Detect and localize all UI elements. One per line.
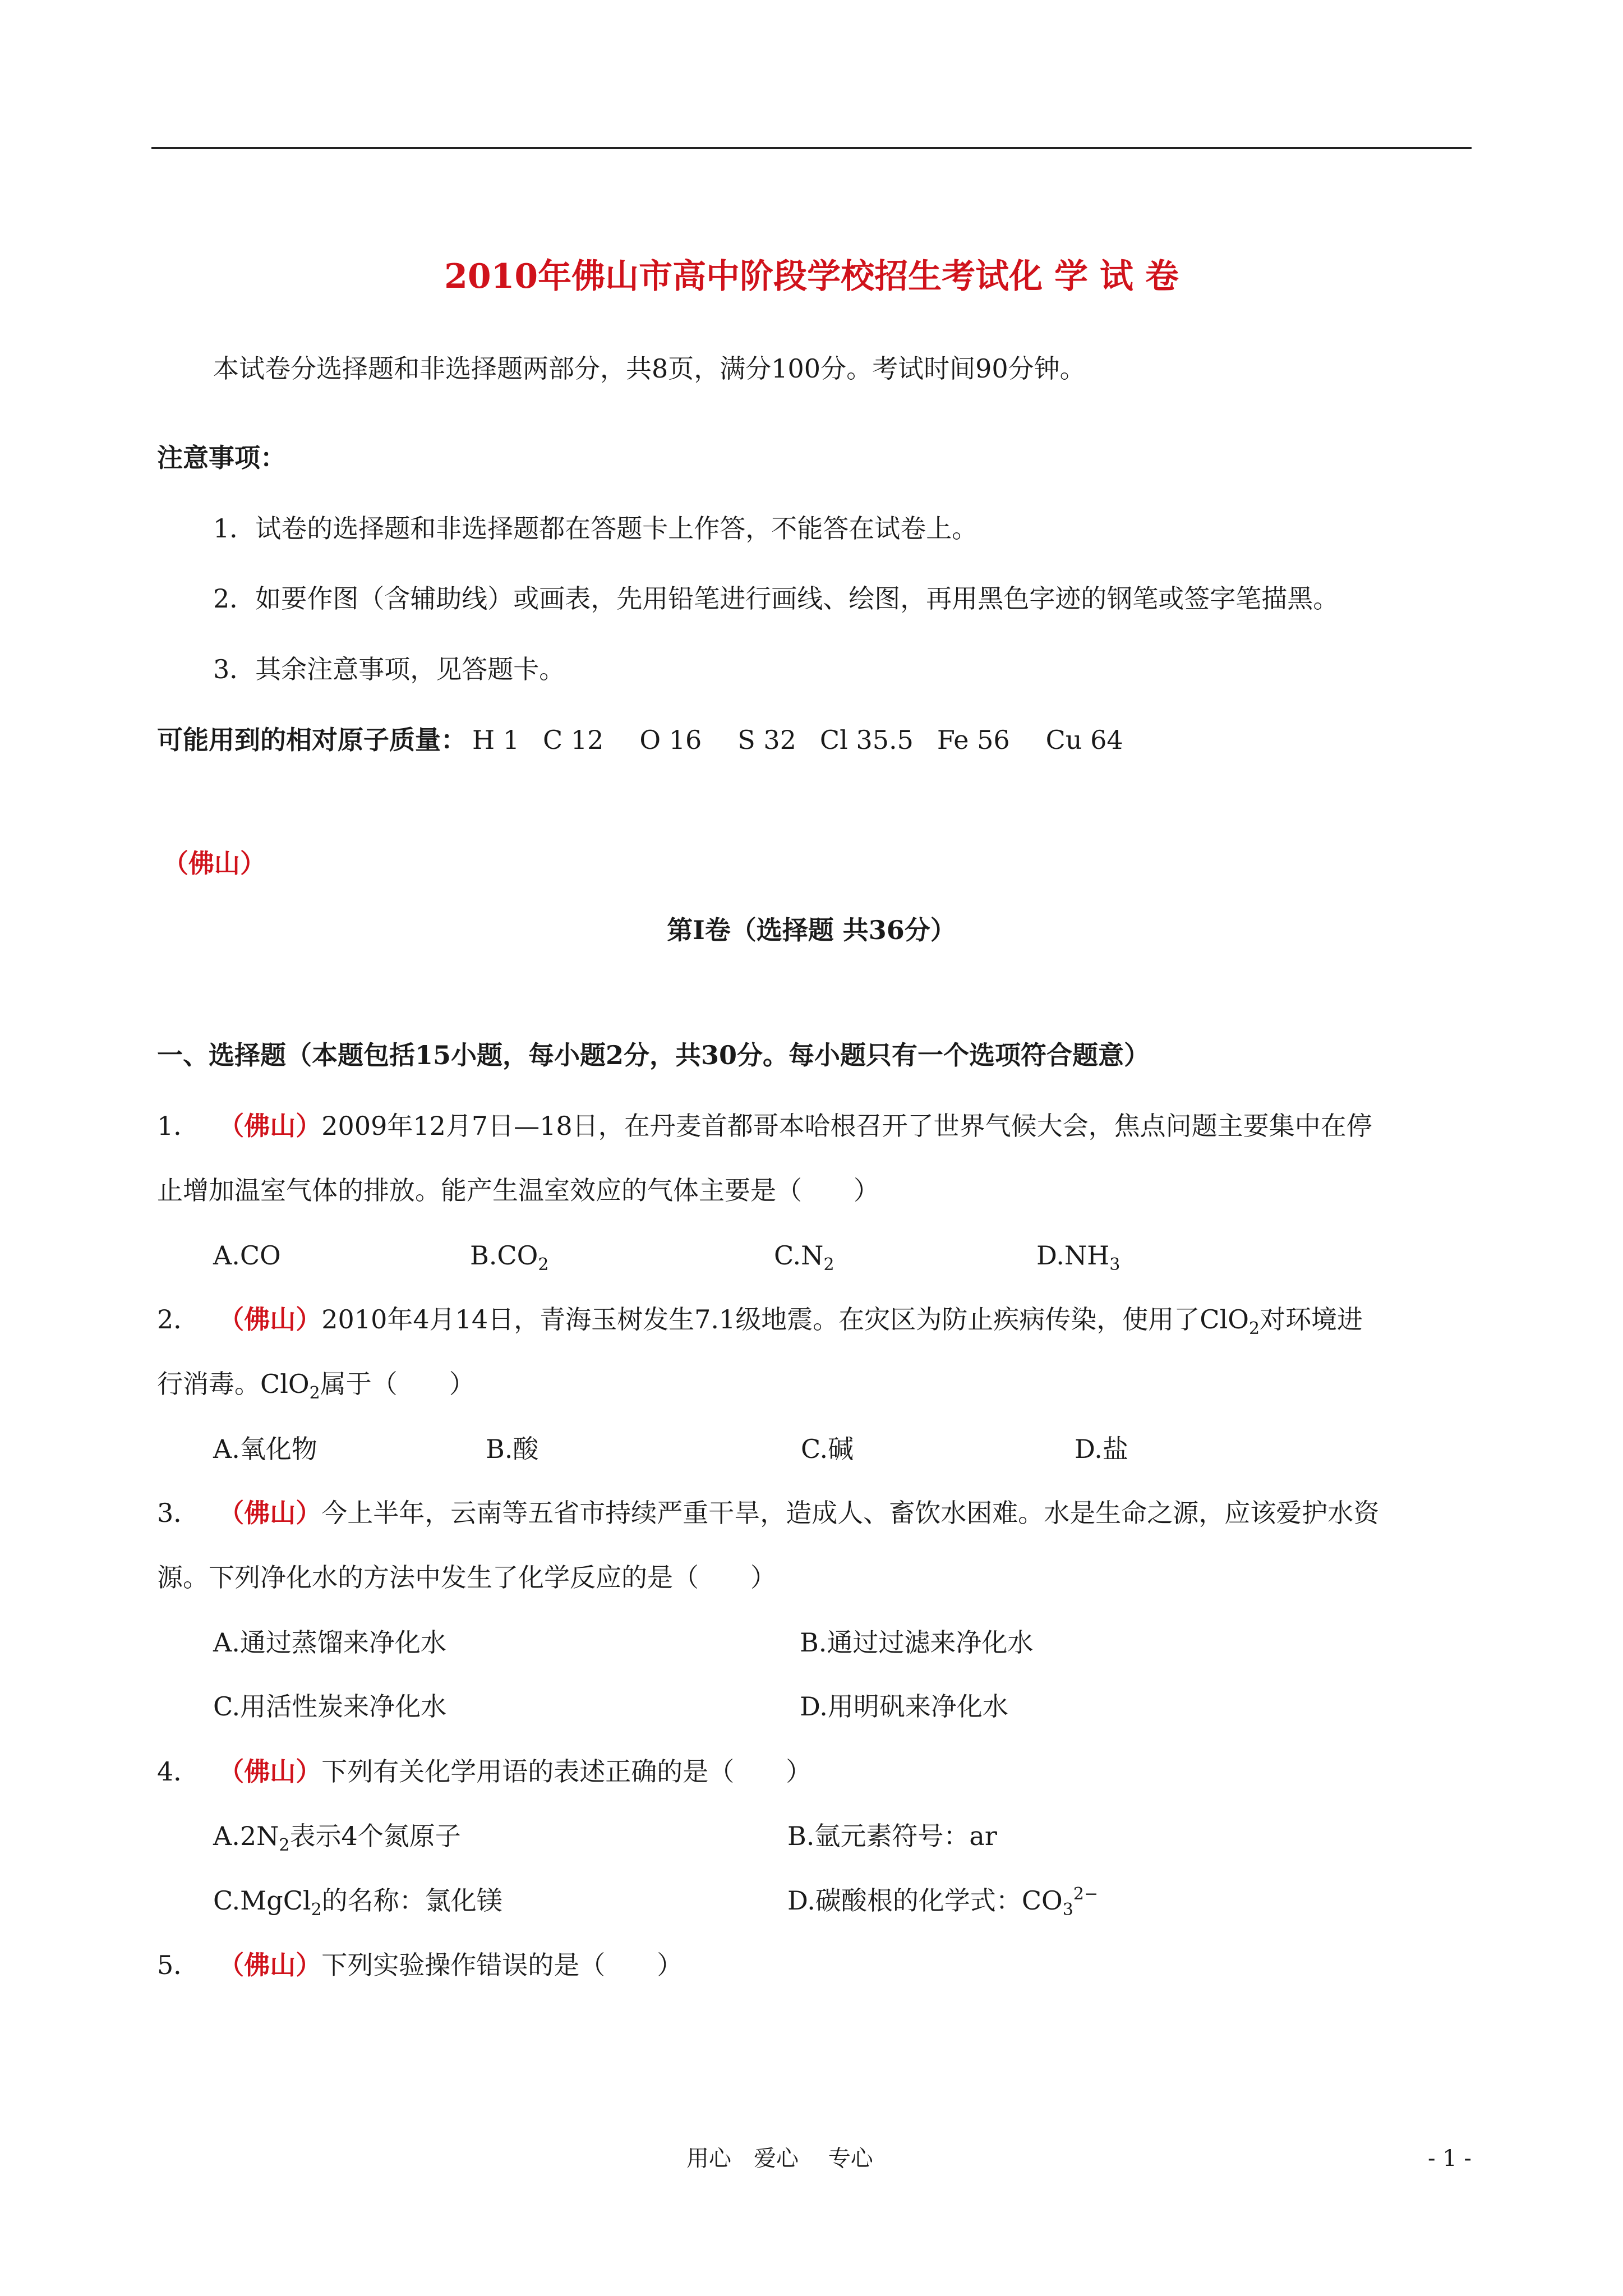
question-number: 4． [157,1756,200,1787]
question-3-line-2: 源。下列净化水的方法中发生了化学反应的是（ ） [157,1562,776,1593]
option-c: C.用活性炭来净化水 [213,1691,447,1722]
option-b: B.酸 [486,1434,539,1464]
page-number: - 1 - [1428,2146,1472,2171]
question-number: 3． [157,1498,200,1528]
question-tag: （佛山） [218,1498,322,1528]
header-rule [151,147,1472,149]
question-2: 2． （佛山）2010年4月14日，青海玉树发生7.1级地震。在灾区为防止疾病传染，使用了ClO$_2$对环境进 [157,1304,1363,1338]
option-c: C.MgCl$_2$的名称：氯化镁 [213,1885,502,1920]
note-item-2: 2．如要作图（含辅助线）或画表，先用铅笔进行画线、绘图，再用黑色字迹的钢笔或签字笔描黑。 [213,583,1339,614]
option-d: D.盐 [1075,1434,1128,1464]
atomic-mass-label: 可能用到的相对原子质量： [157,725,467,755]
atomic-mass-value: S 32 [737,725,796,755]
intro-text: 本试卷分选择题和非选择题两部分，共8页，满分100分。考试时间90分钟。 [213,353,1086,384]
atomic-mass-value: Fe 56 [937,725,1010,755]
question-tag: （佛山） [218,1950,322,1980]
question-tag: （佛山） [218,1304,322,1335]
note-item-3: 3．其余注意事项，见答题卡。 [213,654,565,684]
question-1 [157,1109,1372,1143]
option-b: B.氩元素符号：ar [787,1821,997,1851]
question-text: 今上半年，云南等五省市持续严重干旱，造成人、畜饮水困难。水是生命之源，应该爱护水资 [321,1498,1380,1528]
option-d: D.用明矾来净化水 [800,1691,1008,1722]
question-text: 下列实验操作错误的是（ ） [321,1950,683,1980]
atomic-mass-value: O 16 [639,725,702,755]
footer-slogan: 用心 爱心 专心 [686,2146,873,2171]
question-tag: （佛山） [218,1111,322,1141]
section-title: 第Ⅰ卷（选择题 共36分） [667,915,956,945]
question-number: 5． [157,1950,200,1980]
option-a: A.通过蒸馏来净化水 [213,1627,446,1658]
option-c: $C.N_2$ [774,1240,834,1274]
question-1-line-2: 止增加温室气体的排放。能产生温室效应的气体主要是（ ） [157,1175,879,1205]
option-a: $A.2N_2$表示4个氮原子 [213,1821,461,1855]
page-title: 2010年佛山市高中阶段学校招生考试化 学 试 卷 [444,257,1179,296]
question-5 [157,1948,683,1982]
option-c: C.碱 [801,1434,854,1464]
question-3 [157,1496,1379,1530]
option-b: B.通过过滤来净化水 [800,1627,1034,1658]
atomic-mass-value: C 12 [543,725,604,755]
atomic-mass-line [157,723,1123,757]
option-d: $D.NH_3$ [1036,1240,1121,1274]
atomic-mass-value: H 1 [472,725,520,755]
atomic-mass-value: Cu 64 [1045,725,1123,755]
region-tag: （佛山） [163,848,266,878]
question-number: 1． [157,1111,200,1141]
notes-heading: 注意事项： [157,443,286,473]
question-number: 2． [157,1304,200,1335]
question-text: 2009年12月7日—18日，在丹麦首都哥本哈根召开了世界气候大会，焦点问题主要集中在停 [321,1111,1372,1141]
note-item-1: 1．试卷的选择题和非选择题都在答题卡上作答，不能答在试卷上。 [213,513,978,544]
question-4 [157,1755,811,1788]
option-a: A.CO [213,1240,281,1271]
part-heading: 一、选择题（本题包括15小题，每小题2分，共30分。每小题只有一个选项符合题意） [157,1040,1150,1070]
question-tag: （佛山） [218,1756,322,1787]
atomic-mass-value: Cl 35.5 [819,725,914,755]
option-d: D.碳酸根的化学式：$CO_3^{2-}$ [787,1884,1099,1920]
option-a: A.氧化物 [213,1434,317,1464]
question-2-line-2: 行消毒。ClO$_2$属于（ ） [157,1369,475,1403]
question-text: 下列有关化学用语的表述正确的是（ ） [321,1756,812,1787]
option-b: $B.CO_2$ [470,1240,549,1274]
